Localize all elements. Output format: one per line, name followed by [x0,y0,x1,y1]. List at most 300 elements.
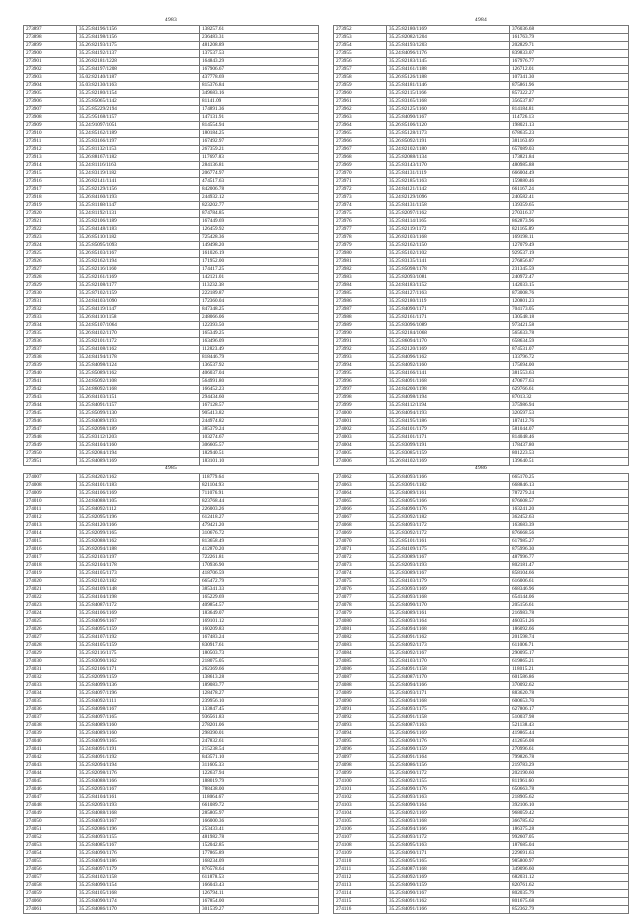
code-cell: 35.25:85101/1161 [387,538,510,546]
table-row [24,898,319,906]
table-row [24,842,319,850]
table-row [334,746,629,754]
code-cell: 35.25:84088/1168 [77,810,200,818]
row-id-cell: 273928 [24,274,77,282]
value-cell: 270996.61 [510,746,629,754]
value-cell: 139640.51 [510,458,629,466]
code-cell: 35.25:82099/1159 [77,674,200,682]
code-cell: 35.25:83143/1170 [387,162,510,170]
table-row [334,666,629,674]
value-cell: 267359.21 [200,146,319,154]
value-cell: 811961.60 [510,778,629,786]
row-id-cell: 274087 [334,674,387,682]
row-id-cell: 273920 [24,210,77,218]
code-cell: 35.24:84200/1198 [387,386,510,394]
code-cell: 35.26:82094/1188 [77,546,200,554]
row-id-cell: 274058 [24,882,77,890]
row-id-cell: 274002 [334,426,387,434]
code-cell: 35.25:83090/1162 [77,658,200,666]
row-id-cell: 273943 [24,394,77,402]
row-id-cell: 274062 [334,474,387,482]
value-cell: 137537.53 [200,50,319,58]
panel-4985 [23,463,319,914]
value-cell: 814048.46 [510,434,629,442]
row-id-cell: 273965 [334,130,387,138]
table-row [334,658,629,666]
code-cell: 35.26:84093/1166 [387,474,510,482]
table-row [334,274,629,282]
value-cell: 311605.33 [200,762,319,770]
value-cell: 206774.97 [200,170,319,178]
table-row [334,202,629,210]
row-id-cell: 274043 [24,762,77,770]
code-cell: 35.25:84119/1147 [77,306,200,314]
value-cell: 276856.87 [510,258,629,266]
table-row [334,482,629,490]
row-id-cell: 274022 [24,594,77,602]
row-id-cell: 273969 [334,162,387,170]
code-cell: 35.26:82103/1168 [387,234,510,242]
row-id-cell: 274096 [334,746,387,754]
value-cell: 617985.27 [510,538,629,546]
value-cell: 167976.77 [510,58,629,66]
code-cell: 35.25:83165/1168 [387,98,510,106]
row-id-cell: 273952 [334,26,387,34]
row-id-cell: 273976 [334,218,387,226]
code-cell: 35.25:85089/1162 [77,370,200,378]
value-cell: 285805.97 [200,810,319,818]
table-row [24,362,319,370]
panel-title: 4985 [164,465,178,471]
value-cell: 178437.80 [510,442,629,450]
table-row [24,218,319,226]
data-table [333,473,629,914]
code-cell: 35.25:84092/1111 [77,698,200,706]
table-row [24,290,319,298]
code-cell: 35.24:84088/1105 [77,498,200,506]
value-cell: 174417.25 [200,266,319,274]
code-cell: 35.25:84104/1198 [77,594,200,602]
code-cell: 35.25:84096/1162 [387,354,510,362]
table-row [334,474,629,482]
value-cell: 381163.69 [510,138,629,146]
table-row [334,122,629,130]
row-id-cell: 274106 [334,826,387,834]
row-id-cell: 274090 [334,698,387,706]
value-cell: 661089.72 [200,802,319,810]
table-row [24,370,319,378]
table-row [24,394,319,402]
table-row [334,586,629,594]
table-row [24,122,319,130]
row-id-cell: 274018 [24,562,77,570]
value-cell: 87013.32 [510,394,629,402]
row-id-cell: 273904 [24,82,77,90]
panel-title: 4984 [474,17,488,23]
value-cell: 122637.94 [200,770,319,778]
table-row [24,34,319,42]
value-cell: 385379.24 [200,426,319,434]
value-cell: 175694.00 [510,362,629,370]
row-id-cell: 274061 [24,906,77,914]
value-cell: 654144.06 [510,594,629,602]
value-cell: 226003.26 [200,506,319,514]
row-id-cell: 273997 [334,386,387,394]
value-cell: 166000.36 [200,818,319,826]
value-cell: 167483.24 [200,634,319,642]
code-cell: 35.24:82129/1096 [387,194,510,202]
code-cell: 35.25:84089/1193 [77,418,200,426]
row-id-cell: 274025 [24,618,77,626]
row-id-cell: 273981 [334,258,387,266]
value-cell: 722261.81 [200,554,319,562]
row-id-cell: 274070 [334,538,387,546]
code-cell: 35.25:82115/1166 [387,90,510,98]
value-cell: 216983.78 [510,610,629,618]
value-cell: 665170.25 [510,474,629,482]
code-cell: 35.25:83166/1197 [77,138,200,146]
value-cell: 173821.84 [510,154,629,162]
table-row [24,762,319,770]
row-id-cell: 274056 [24,866,77,874]
value-cell: 127079.49 [510,242,629,250]
value-cell: 222189.87 [200,290,319,298]
table-row [334,58,629,66]
row-id-cell: 274072 [334,554,387,562]
table-row [24,282,319,290]
row-id-cell: 274054 [24,850,77,858]
row-id-cell: 274105 [334,818,387,826]
value-cell: 992607.05 [510,834,629,842]
table-row [334,834,629,842]
row-id-cell: 274113 [334,882,387,890]
table-row [24,226,319,234]
value-cell: 874531.07 [510,346,629,354]
row-id-cell: 273960 [334,90,387,98]
code-cell: 35.24:85107/1064 [77,322,200,330]
table-row [24,674,319,682]
table-row [334,754,629,762]
value-cell: 164843.29 [200,58,319,66]
value-cell: 284136.81 [200,162,319,170]
row-id-cell: 273900 [24,50,77,58]
value-cell: 188019.79 [200,778,319,786]
code-cell: 35.25:87102/1159 [77,290,200,298]
table-row [24,722,319,730]
row-id-cell: 273944 [24,402,77,410]
table-row [334,578,629,586]
code-cell: 35.25:84105/1173 [77,570,200,578]
code-cell: 35.25:95168/1157 [77,114,200,122]
table-row [334,842,629,850]
row-id-cell: 273977 [334,226,387,234]
value-cell: 114726.13 [510,114,629,122]
value-cell: 409854.57 [200,602,319,610]
value-cell: 133847.45 [200,706,319,714]
code-cell: 35.25:83092/1172 [387,530,510,538]
row-id-cell: 273914 [24,162,77,170]
code-cell: 35.24:82102/1180 [387,146,510,154]
value-cell: 668346.96 [510,586,629,594]
table-row [334,722,629,730]
row-id-cell: 274063 [334,482,387,490]
value-cell: 480985.88 [510,162,629,170]
value-cell: 306605.57 [200,442,319,450]
table-row [334,706,629,714]
table-row [334,290,629,298]
code-cell: 35.25:81168/1147 [77,202,200,210]
row-id-cell: 274010 [24,498,77,506]
row-id-cell: 273999 [334,402,387,410]
table-row [334,594,629,602]
code-cell: 35.25:84090/1164 [387,802,510,810]
code-cell: 35.25:84104/1160 [77,442,200,450]
row-id-cell: 274013 [24,522,77,530]
row-id-cell: 274076 [334,586,387,594]
table-row [24,642,319,650]
code-cell: 35.25:84090/1170 [387,602,510,610]
row-id-cell: 273902 [24,66,77,74]
value-cell: 136537.92 [200,362,319,370]
table-row [334,314,629,322]
code-cell: 35.25:84094/1166 [387,682,510,690]
table-row [24,346,319,354]
code-cell: 35.25:82093/1081 [387,274,510,282]
value-cell: 298390.01 [200,730,319,738]
row-id-cell: 273961 [334,98,387,106]
code-cell: 35.25:84090/1167 [387,890,510,898]
row-id-cell: 273907 [24,106,77,114]
code-cell: 35.26:84102/1170 [77,330,200,338]
code-cell: 35.25:84089/1160 [77,730,200,738]
code-cell: 35.26:84102/1169 [387,458,510,466]
table-row [24,498,319,506]
row-id-cell: 274089 [334,690,387,698]
row-id-cell: 273958 [334,74,387,82]
value-cell: 799826.78 [510,754,629,762]
table-row [24,450,319,458]
value-cell: 813658.49 [200,538,319,546]
row-id-cell: 274071 [334,546,387,554]
table-row [24,714,319,722]
code-cell: 35.25:84197/1208 [77,66,200,74]
table-row [24,330,319,338]
table-row [24,818,319,826]
code-cell: 35.25:84095/1163 [387,842,510,850]
value-cell: 186092.66 [510,626,629,634]
value-cell: 801675.68 [510,898,629,906]
row-id-cell: 273912 [24,146,77,154]
table-row [334,138,629,146]
code-cell: 35.25:84131/1119 [387,170,510,178]
row-id-cell: 273921 [24,218,77,226]
row-id-cell: 273993 [334,354,387,362]
value-cell: 163496.09 [200,338,319,346]
table-row [24,194,319,202]
code-cell: 35.25:83093/1169 [387,586,510,594]
value-cell: 412656.08 [510,738,629,746]
table-row [334,802,629,810]
value-cell: 165349.25 [200,330,319,338]
table-row [334,882,629,890]
code-cell: 35.02:82140/1187 [77,74,200,82]
row-id-cell: 273941 [24,378,77,386]
value-cell: 174891.36 [200,106,319,114]
value-cell: 858104.66 [510,570,629,578]
code-cell: 35.25:82103/1197 [77,554,200,562]
code-cell: 35.25:82180/1154 [77,90,200,98]
row-id-cell: 274079 [334,610,387,618]
table-row [334,394,629,402]
value-cell: 183649.07 [200,610,319,618]
row-id-cell: 273917 [24,186,77,194]
value-cell: 821165.89 [510,226,629,234]
table-row [334,402,629,410]
table-row [334,74,629,82]
row-id-cell: 273998 [334,394,387,402]
code-cell: 35.25:84091/1164 [387,754,510,762]
value-cell: 883620.78 [510,690,629,698]
table-row [24,802,319,810]
code-cell: 35.25:82125/1160 [387,106,510,114]
code-cell: 35.25:85065/1142 [77,98,200,106]
code-cell: 35.25:84109/1148 [77,586,200,594]
table-row [334,778,629,786]
code-cell: 35.25:83089/1167 [387,570,510,578]
row-id-cell: 274104 [334,810,387,818]
row-id-cell: 274109 [334,850,387,858]
panel-4986 [333,463,629,914]
value-cell: 152042.85 [200,842,319,850]
code-cell: 35.24:84091/1191 [77,746,200,754]
value-cell: 876668.56 [510,530,629,538]
row-id-cell: 274088 [334,682,387,690]
code-cell: 35.25:82101/1172 [77,338,200,346]
table-row [24,82,319,90]
row-id-cell: 273949 [24,442,77,450]
row-id-cell: 274086 [334,666,387,674]
value-cell: 218075.05 [200,658,319,666]
code-cell: 35.26:85106/1120 [387,122,510,130]
code-cell: 35.25:82106/1171 [77,666,200,674]
row-id-cell: 274093 [334,722,387,730]
value-cell: 270316.37 [510,210,629,218]
row-id-cell: 273911 [24,138,77,146]
value-cell: 474517.63 [200,178,319,186]
code-cell: 35.25:84107/1192 [77,634,200,642]
value-cell: 142033.15 [510,282,629,290]
row-id-cell: 274023 [24,602,77,610]
value-cell: 294434.60 [200,394,319,402]
code-cell: 35.25:84095/1159 [77,626,200,634]
table-row [24,882,319,890]
code-cell: 35.25:83091/1182 [387,482,510,490]
row-id-cell: 273897 [24,26,77,34]
value-cell: 375986.94 [510,402,629,410]
value-cell: 166043.43 [200,882,319,890]
row-id-cell: 274011 [24,506,77,514]
code-cell: 35.25:84105/1159 [77,642,200,650]
table-row [24,866,319,874]
table-row [24,98,319,106]
value-cell: 481208.89 [200,42,319,50]
table-row [24,242,319,250]
value-cell: 133796.72 [510,354,629,362]
table-row [334,210,629,218]
panel-title: 4986 [474,465,488,471]
table-row [334,98,629,106]
table-row [24,794,319,802]
table-row [334,426,629,434]
code-cell: 35.25:85229/2194 [77,106,200,114]
row-id-cell: 274092 [334,714,387,722]
value-cell: 874784.85 [200,210,319,218]
row-id-cell: 274110 [334,858,387,866]
value-cell: 167854.00 [200,898,319,906]
code-cell: 35.24:81192/1131 [77,210,200,218]
value-cell: 481982.78 [200,834,319,842]
row-id-cell: 274039 [24,730,77,738]
value-cell: 564991.80 [200,378,319,386]
table-row [24,834,319,842]
row-id-cell: 273919 [24,202,77,210]
code-cell: 35.25:82183/1145 [387,58,510,66]
row-id-cell: 274097 [334,754,387,762]
row-id-cell: 274115 [334,898,387,906]
table-row [334,442,629,450]
value-cell: 202190.60 [510,770,629,778]
value-cell: 668846.13 [510,482,629,490]
row-id-cell: 274108 [334,842,387,850]
code-cell: 35.25:84087/1168 [387,866,510,874]
value-cell: 205156.61 [510,602,629,610]
code-cell: 35.25:84096/1167 [77,618,200,626]
value-cell: 611878.53 [200,874,319,882]
value-cell: 160209.83 [200,626,319,634]
table-row [334,218,629,226]
value-cell: 657089.03 [510,146,629,154]
value-cell: 820761.62 [510,882,629,890]
code-cell: 35.25:84106/1169 [77,610,200,618]
row-id-cell: 274075 [334,578,387,586]
code-cell: 35.25:82180/1119 [387,298,510,306]
table-row [334,514,629,522]
table-row [334,114,629,122]
row-id-cell: 274006 [334,458,387,466]
table-row [334,898,629,906]
value-cell: 120801.23 [510,298,629,306]
row-id-cell: 274116 [334,906,387,914]
value-cell: 247832.61 [200,738,319,746]
table-row [24,474,319,482]
code-cell: 35.25:82082/1204 [387,34,510,42]
code-cell: 35.25:83085/1159 [387,450,510,458]
table-row [24,322,319,330]
code-cell: 35.25:84093/1175 [387,706,510,714]
value-cell: 619865.21 [510,658,629,666]
code-cell: 35.25:84091/1158 [387,666,510,674]
value-cell: 460351.26 [510,618,629,626]
value-cell: 187412.76 [510,418,629,426]
code-cell: 35.24:83119/1182 [77,170,200,178]
row-id-cell: 274077 [334,594,387,602]
row-id-cell: 273966 [334,138,387,146]
table-row [24,658,319,666]
row-id-cell: 273906 [24,98,77,106]
code-cell: 35.25:82180/1169 [387,26,510,34]
table-row [24,58,319,66]
row-id-cell: 273970 [334,170,387,178]
